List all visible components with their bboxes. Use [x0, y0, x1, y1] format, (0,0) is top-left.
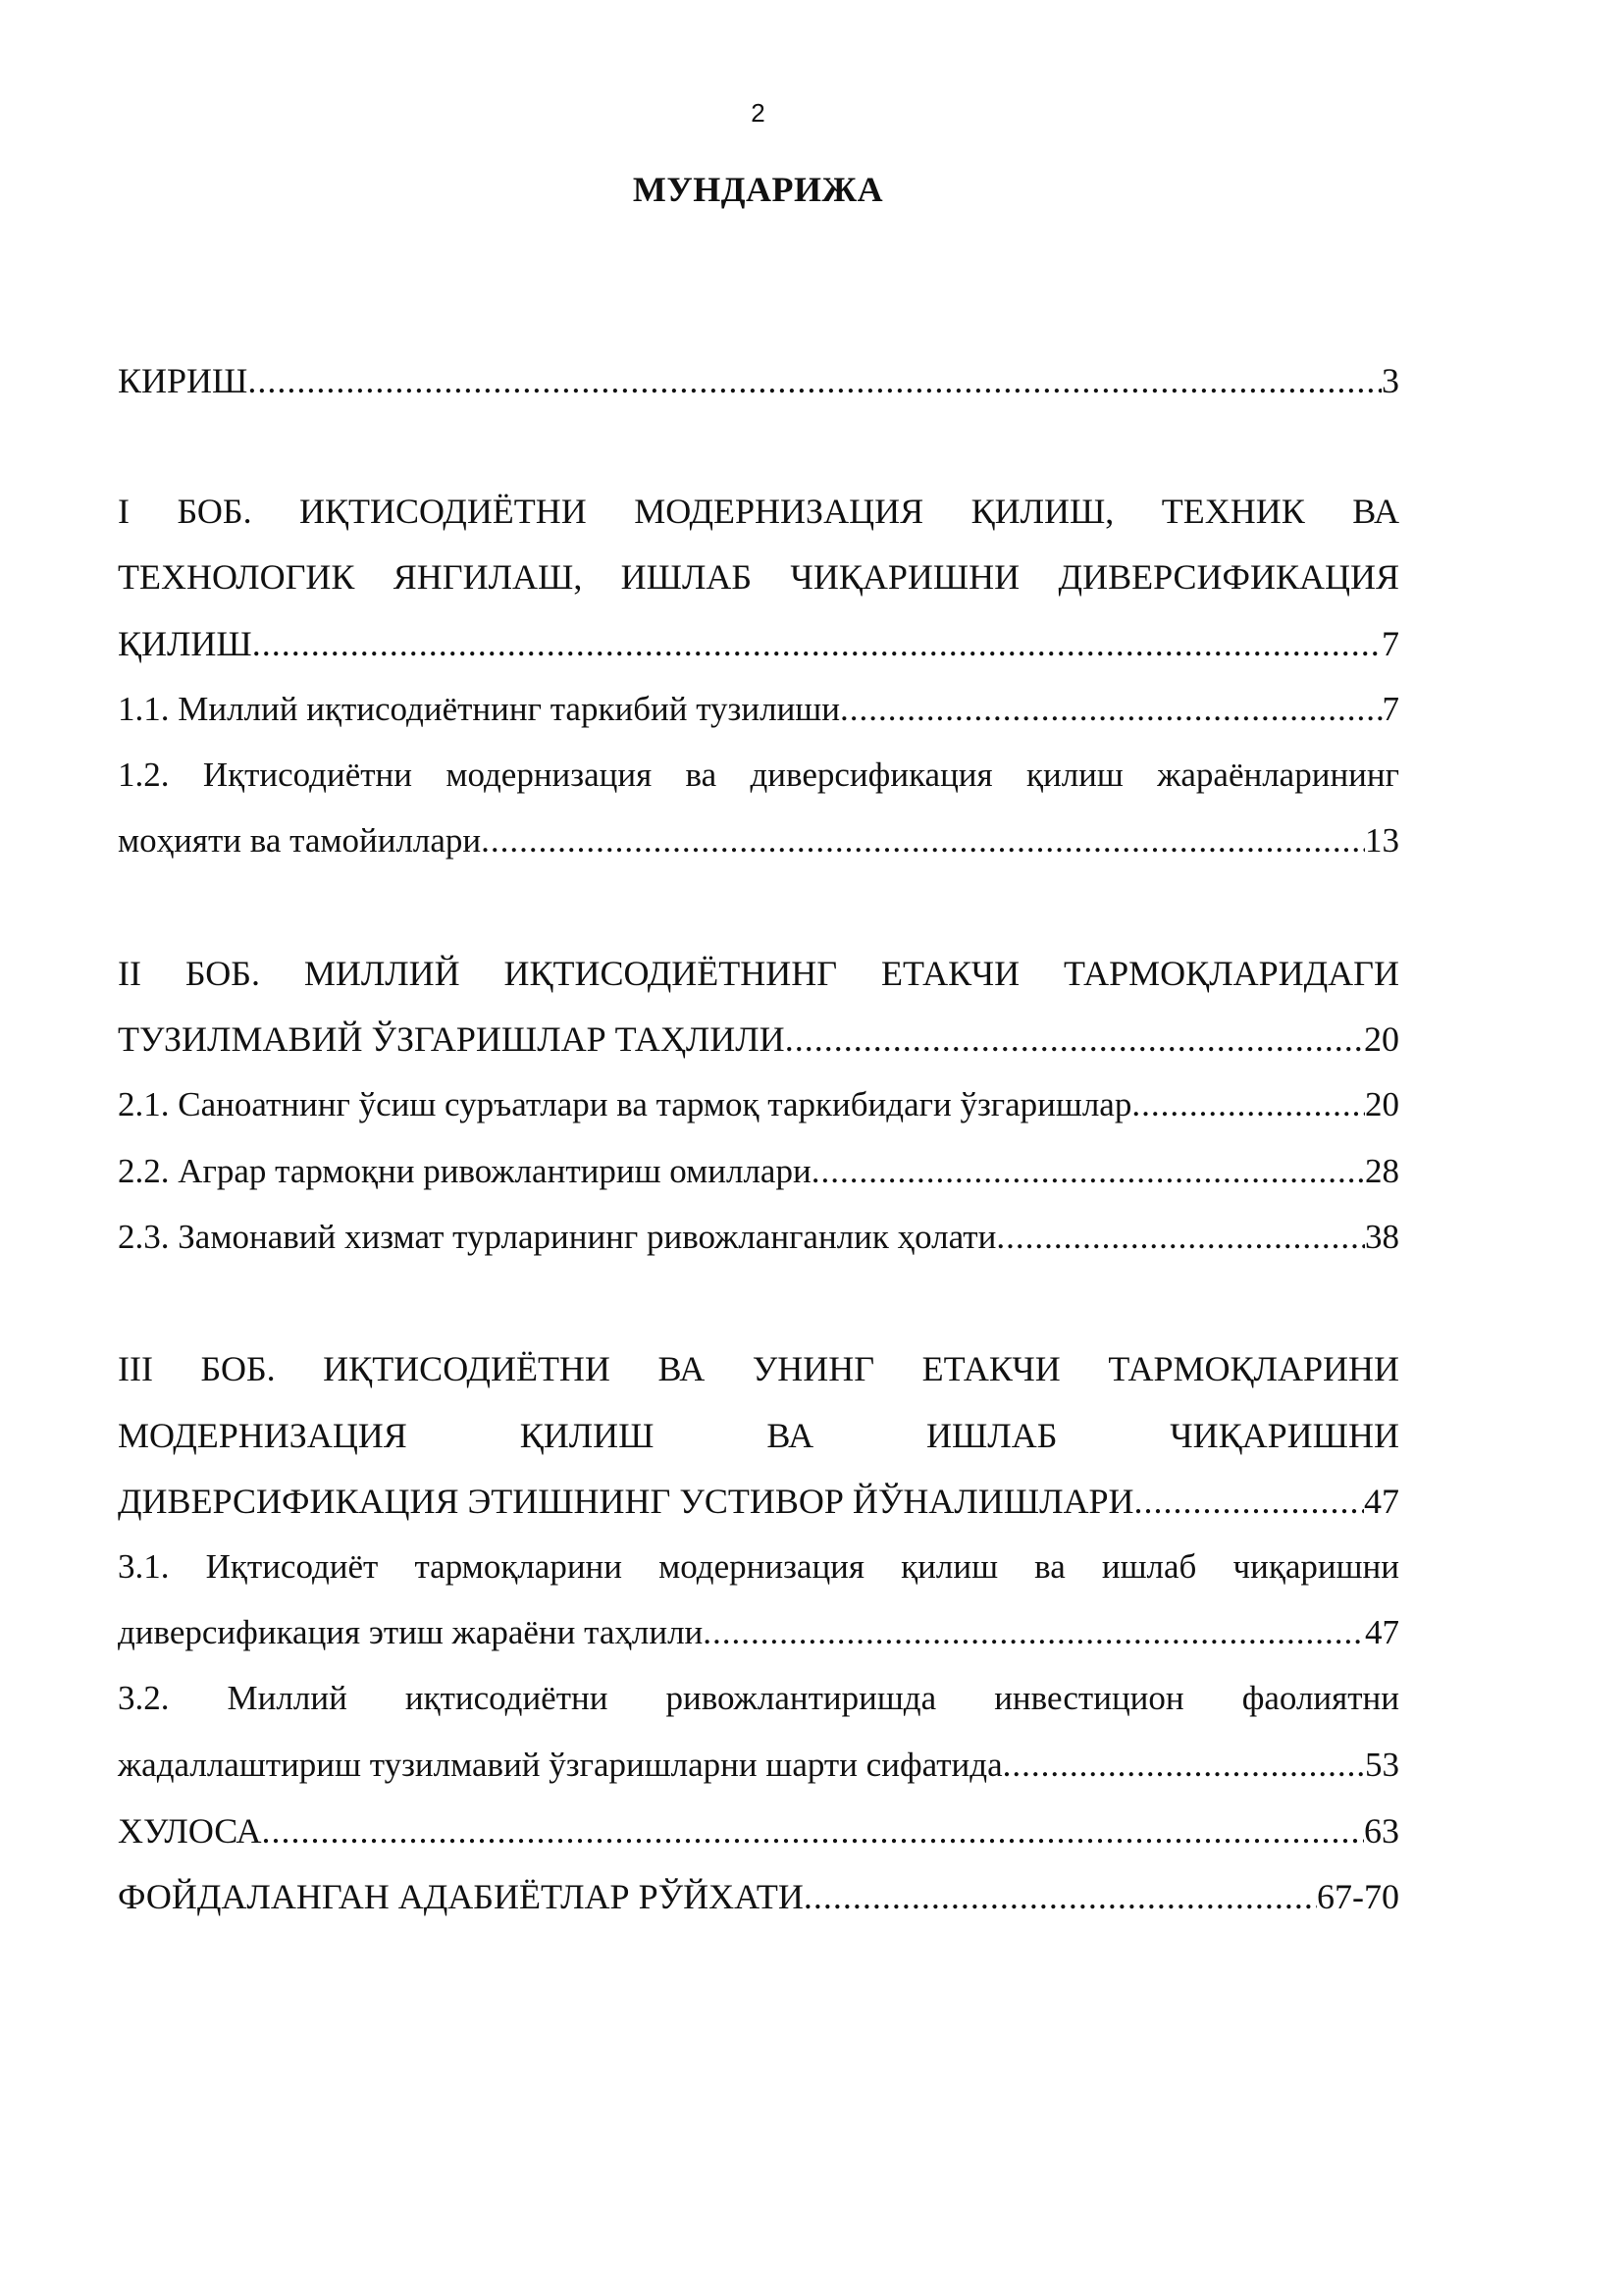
toc-entry-2-1[interactable]	[118, 1083, 1399, 1126]
toc-entry-chapter-3[interactable]	[118, 1480, 1399, 1523]
toc-entry-text: 2.1. Саноатнинг ўсиш суръатлари ва тармоқ таркибидаги ўзгаришлар	[118, 1085, 1132, 1123]
toc-entry-text: 1.1. Миллий иқтисодиётнинг таркибий тузилиши	[118, 690, 840, 728]
toc-page-number: 28	[1365, 1152, 1399, 1190]
dot-leader	[1134, 1480, 1364, 1523]
chapter-2-heading-line-1: II БОБ. МИЛЛИЙ ИҚТИСОДИЁТНИНГ ЕТАКЧИ ТАРМОҚЛАРИДАГИ	[118, 954, 1399, 993]
dot-leader	[252, 622, 1382, 665]
dot-leader	[703, 1611, 1365, 1654]
dot-leader	[812, 1150, 1365, 1193]
dot-leader	[481, 819, 1365, 862]
dot-leader	[262, 1809, 1365, 1852]
toc-page-number: 7	[1382, 624, 1399, 663]
toc-page-number: 20	[1365, 1085, 1399, 1123]
toc-entry-conclusion[interactable]	[118, 1809, 1399, 1852]
toc-page-number: 47	[1364, 1482, 1399, 1521]
toc-page-number: 20	[1364, 1019, 1399, 1059]
chapter-3-heading-line-1: III БОБ. ИҚТИСОДИЁТНИ ВА УНИНГ ЕТАКЧИ ТАРМОҚЛАРИНИ	[118, 1349, 1399, 1388]
toc-entry-text: 2.2. Аграр тармоқни ривожлантириш омиллари	[118, 1152, 812, 1190]
toc-entry-3-1-line-1: 3.1. Иқтисодиёт тармоқларини модернизация қилиш ва ишлаб чиқаришни	[118, 1547, 1399, 1586]
toc-page-number: 13	[1365, 821, 1399, 860]
toc-entry-1-2-line-1: 1.2. Иқтисодиётни модернизация ва диверсификация қилиш жараёнларининг	[118, 756, 1399, 794]
toc-entry-text: 2.3. Замонавий хизмат турларининг ривожланганлик ҳолати	[118, 1218, 997, 1256]
page-title: МУНДАРИЖА	[632, 170, 884, 209]
toc-entry-text: ТУЗИЛМАВИЙ ЎЗГАРИШЛАР ТАҲЛИЛИ	[118, 1019, 785, 1059]
toc-entry-1-1[interactable]	[118, 688, 1399, 731]
toc-entry-2-3[interactable]	[118, 1216, 1399, 1259]
dot-leader	[804, 1875, 1317, 1918]
toc-entry-text: ДИВЕРСИФИКАЦИЯ ЭТИШНИНГ УСТИВОР ЙЎНАЛИШЛАРИ	[118, 1482, 1134, 1521]
toc-entry-3-2-line-1: 3.2. Миллий иқтисодиётни ривожлантиришда инвестицион фаолиятни	[118, 1679, 1399, 1717]
toc-page-number: 67-70	[1317, 1877, 1399, 1916]
dot-leader	[1131, 1083, 1365, 1126]
chapter-1-heading-line-1: I БОБ. ИҚТИСОДИЁТНИ МОДЕРНИЗАЦИЯ ҚИЛИШ, ТЕХНИК ВА	[118, 492, 1399, 531]
toc-entry-chapter-2[interactable]	[118, 1018, 1399, 1061]
toc-page-number: 53	[1365, 1746, 1399, 1784]
toc-entry-text: ФОЙДАЛАНГАН АДАБИЁТЛАР РЎЙХАТИ	[118, 1877, 804, 1916]
toc-page-number: 38	[1365, 1218, 1399, 1256]
toc-entry-intro[interactable]	[118, 359, 1399, 402]
toc-entry-text: КИРИШ	[118, 361, 248, 400]
toc-page-number: 63	[1364, 1811, 1399, 1851]
toc-page-number: 3	[1382, 361, 1399, 400]
toc-entry-text: ҚИЛИШ	[118, 624, 252, 663]
page-number: 2	[751, 98, 765, 128]
toc-entry-text: диверсификация этиш жараёни таҳлили	[118, 1613, 704, 1651]
toc-entry-text: моҳияти ва тамойиллари	[118, 821, 482, 860]
toc-entry-text: ХУЛОСА	[118, 1811, 262, 1851]
toc-page-number: 7	[1382, 690, 1399, 728]
dot-leader	[247, 359, 1382, 402]
chapter-1-heading-line-2: ТЕХНОЛОГИК ЯНГИЛАШ, ИШЛАБ ЧИҚАРИШНИ ДИВЕРСИФИКАЦИЯ	[118, 557, 1399, 597]
toc-entry-references[interactable]	[118, 1875, 1399, 1918]
dot-leader	[840, 688, 1383, 731]
toc-entry-3-1[interactable]	[118, 1611, 1399, 1654]
dot-leader	[785, 1018, 1364, 1061]
toc-entry-text: жадаллаштириш тузилмавий ўзгаришларни шарти сифатида	[118, 1746, 1003, 1784]
toc-entry-1-2[interactable]	[118, 819, 1399, 862]
chapter-3-heading-line-2: МОДЕРНИЗАЦИЯ ҚИЛИШ ВА ИШЛАБ ЧИҚАРИШНИ	[118, 1416, 1399, 1455]
toc-page-number: 47	[1365, 1613, 1399, 1651]
dot-leader	[1003, 1744, 1365, 1787]
dot-leader	[996, 1216, 1365, 1259]
toc-entry-2-2[interactable]	[118, 1150, 1399, 1193]
toc-entry-3-2[interactable]	[118, 1744, 1399, 1787]
toc-entry-chapter-1[interactable]	[118, 622, 1399, 665]
